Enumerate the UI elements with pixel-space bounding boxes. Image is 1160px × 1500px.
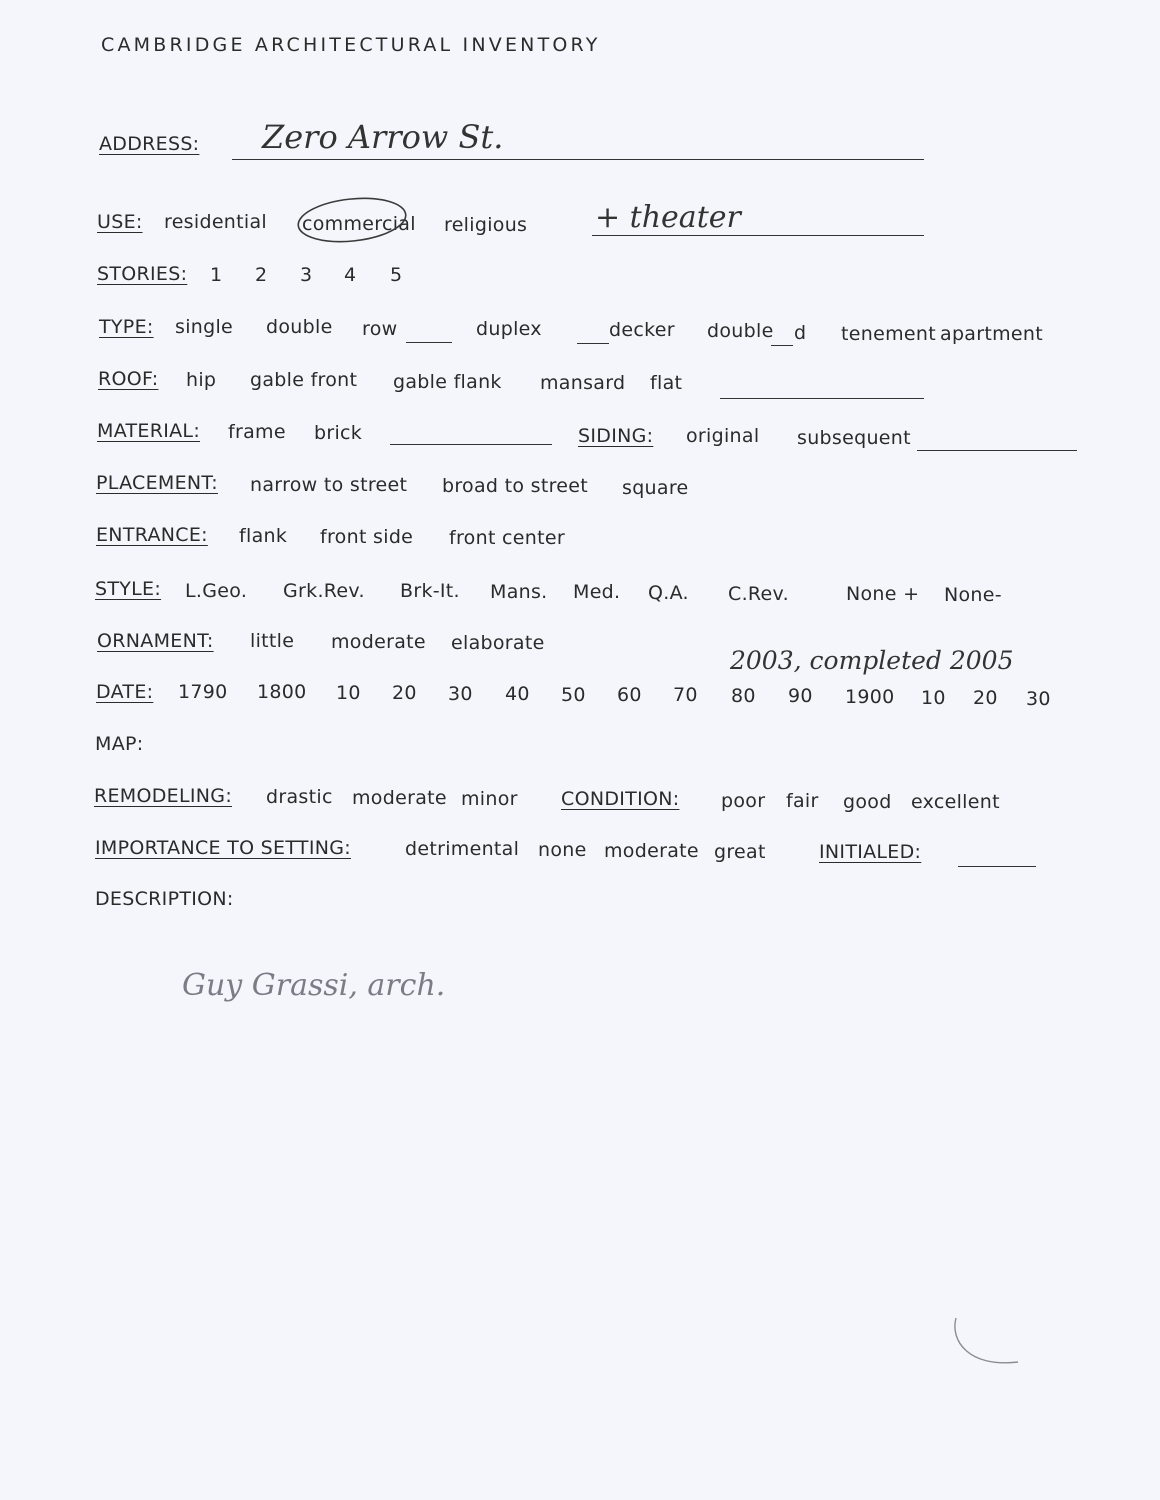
use-other-value[interactable]: + theater — [595, 200, 741, 235]
condition-option-fair[interactable]: fair — [786, 790, 819, 812]
ornament-label: ORNAMENT: — [97, 630, 214, 652]
type-option-double-decker[interactable]: double — [707, 320, 774, 342]
selection-circle-commercial — [296, 193, 408, 246]
importance-label: IMPORTANCE TO SETTING: — [95, 837, 351, 859]
importance-option-detrimental[interactable]: detrimental — [405, 838, 520, 860]
date-option-1800[interactable]: 1800 — [257, 681, 307, 703]
address-label: ADDRESS: — [99, 133, 200, 155]
date-annotation[interactable]: 2003, completed 2005 — [730, 646, 1014, 675]
remodeling-option-minor[interactable]: minor — [461, 788, 518, 810]
entrance-option-front-side[interactable]: front side — [320, 526, 414, 548]
style-option-none-plus[interactable]: None + — [846, 583, 920, 605]
date-option-1920[interactable]: 20 — [973, 687, 998, 709]
entrance-option-flank[interactable]: flank — [239, 525, 288, 547]
condition-option-excellent[interactable]: excellent — [911, 791, 1000, 813]
siding-label: SIDING: — [578, 425, 654, 447]
date-option-10[interactable]: 10 — [336, 682, 361, 704]
type-option-double[interactable]: double — [266, 316, 333, 338]
address-value[interactable]: Zero Arrow St. — [262, 118, 504, 156]
style-option-crev[interactable]: C.Rev. — [728, 583, 789, 605]
condition-option-good[interactable]: good — [843, 791, 892, 813]
material-option-brick[interactable]: brick — [314, 422, 363, 444]
placement-option-narrow[interactable]: narrow to street — [250, 474, 408, 496]
date-option-1910[interactable]: 10 — [921, 687, 946, 709]
stories-option-2[interactable]: 2 — [255, 264, 268, 286]
use-option-residential[interactable]: residential — [164, 211, 268, 233]
entrance-label: ENTRANCE: — [96, 524, 208, 546]
style-option-med[interactable]: Med. — [573, 581, 621, 603]
type-label: TYPE: — [99, 316, 154, 338]
condition-option-poor[interactable]: poor — [721, 790, 766, 812]
date-option-90[interactable]: 90 — [788, 685, 813, 707]
roof-option-mansard[interactable]: mansard — [540, 372, 626, 394]
use-option-religious[interactable]: religious — [444, 214, 528, 236]
ornament-option-moderate[interactable]: moderate — [331, 631, 426, 653]
roof-label: ROOF: — [98, 368, 159, 390]
type-option-apartment[interactable]: apartment — [940, 323, 1043, 345]
type-option-single[interactable]: single — [175, 316, 234, 338]
initialed-label: INITIALED: — [819, 841, 922, 863]
importance-option-great[interactable]: great — [714, 841, 766, 863]
date-option-40[interactable]: 40 — [505, 683, 530, 705]
roof-option-gable-front[interactable]: gable front — [250, 369, 358, 391]
material-label: MATERIAL: — [97, 420, 201, 442]
description-value[interactable]: Guy Grassi, arch. — [182, 968, 446, 1003]
ornament-option-little[interactable]: little — [250, 630, 295, 652]
date-option-60[interactable]: 60 — [617, 684, 642, 706]
type-option-d[interactable]: d — [794, 322, 807, 344]
importance-option-moderate[interactable]: moderate — [604, 840, 699, 862]
condition-label: CONDITION: — [561, 788, 680, 810]
siding-option-original[interactable]: original — [686, 425, 760, 447]
placement-option-square[interactable]: square — [622, 477, 689, 499]
date-option-1790[interactable]: 1790 — [178, 681, 228, 703]
date-option-1930[interactable]: 30 — [1026, 688, 1051, 710]
material-option-frame[interactable]: frame — [228, 421, 286, 443]
style-label: STYLE: — [95, 578, 162, 600]
stories-label: STORIES: — [97, 263, 188, 285]
date-option-20[interactable]: 20 — [392, 682, 417, 704]
stories-option-1[interactable]: 1 — [210, 264, 223, 286]
date-option-1900[interactable]: 1900 — [845, 686, 895, 708]
description-label: DESCRIPTION: — [95, 888, 234, 910]
use-label: USE: — [97, 211, 143, 233]
remodeling-label: REMODELING: — [94, 785, 233, 807]
remodeling-option-drastic[interactable]: drastic — [266, 786, 333, 808]
style-option-qa[interactable]: Q.A. — [648, 582, 689, 604]
use-option-commercial[interactable]: commercial — [302, 213, 416, 235]
roof-option-hip[interactable]: hip — [186, 369, 217, 391]
stray-pencil-stroke — [955, 1318, 1018, 1363]
ornament-option-elaborate[interactable]: elaborate — [451, 632, 545, 654]
entrance-option-front-center[interactable]: front center — [449, 527, 565, 549]
placement-option-broad[interactable]: broad to street — [442, 475, 589, 497]
remodeling-option-moderate[interactable]: moderate — [352, 787, 447, 809]
siding-option-subsequent[interactable]: subsequent — [797, 427, 911, 449]
date-label: DATE: — [96, 681, 154, 703]
style-option-lgeo[interactable]: L.Geo. — [185, 580, 248, 602]
placement-label: PLACEMENT: — [96, 472, 218, 494]
stories-option-3[interactable]: 3 — [300, 264, 313, 286]
date-option-30[interactable]: 30 — [448, 683, 473, 705]
stories-option-4[interactable]: 4 — [344, 264, 357, 286]
style-option-mans[interactable]: Mans. — [490, 581, 548, 603]
type-option-row[interactable]: row — [362, 318, 398, 340]
type-option-duplex[interactable]: duplex — [476, 318, 542, 340]
date-option-50[interactable]: 50 — [561, 684, 586, 706]
date-option-70[interactable]: 70 — [673, 684, 698, 706]
style-option-grkrev[interactable]: Grk.Rev. — [283, 580, 365, 602]
map-label: MAP: — [95, 733, 144, 755]
form-title: CAMBRIDGE ARCHITECTURAL INVENTORY — [101, 34, 601, 56]
roof-option-flat[interactable]: flat — [650, 372, 683, 394]
roof-option-gable-flank[interactable]: gable flank — [393, 371, 502, 393]
importance-option-none[interactable]: none — [538, 839, 587, 861]
stories-option-5[interactable]: 5 — [390, 264, 403, 286]
type-option-decker[interactable]: decker — [609, 319, 675, 341]
style-option-brkit[interactable]: Brk-It. — [400, 580, 460, 602]
date-option-80[interactable]: 80 — [731, 685, 756, 707]
style-option-none-minus[interactable]: None- — [944, 584, 1002, 606]
type-option-tenement[interactable]: tenement — [841, 323, 936, 345]
